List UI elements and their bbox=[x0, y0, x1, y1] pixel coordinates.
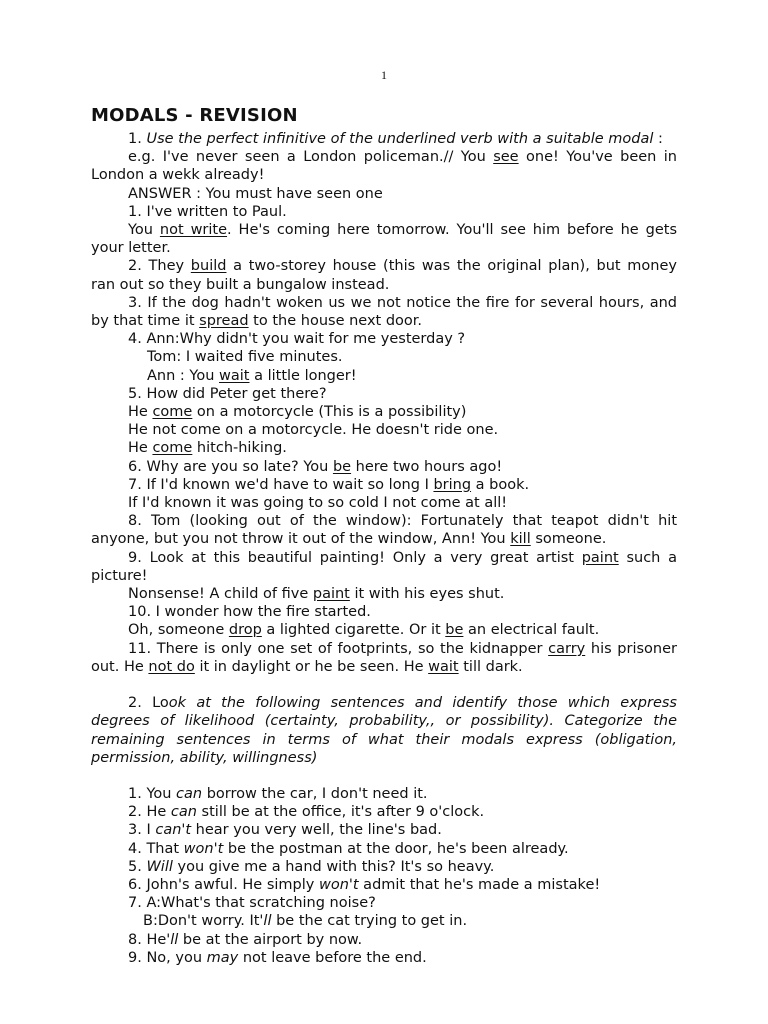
exercise-7-b: If I'd known it was going to so cold I not come at all! bbox=[128, 495, 508, 512]
section1-example: e.g. I've never seen a London policeman.// You see one! You've been in London a wekk already! bbox=[91, 149, 677, 184]
section2-instruction: 2. Look at the following sentences and identify those which express degrees of likelihood (certainty, probability,, or possibility). Categorize the remaining sentences in terms of what their modals express (obligation, permission, ability, willingness) bbox=[91, 695, 677, 766]
exercise-1-context: 1. I've written to Paul. bbox=[128, 203, 287, 220]
sentence-2: 2. He can still be at the office, it's after 9 o'clock. bbox=[128, 804, 485, 821]
sentence-9: 9. No, you may not leave before the end. bbox=[128, 949, 427, 966]
sentence-6: 6. John's awful. He simply won't admit that he's made a mistake! bbox=[128, 876, 601, 893]
section1-instruction: 1. Use the perfect infinitive of the underlined verb with a suitable modal : bbox=[128, 131, 663, 147]
sentence-1: 1. You can borrow the car, I don't need it. bbox=[128, 785, 428, 802]
exercise-10-b: Oh, someone drop a lighted cigarette. Or it be an electrical fault. bbox=[128, 622, 600, 639]
section1-answer: ANSWER : You must have seen one bbox=[128, 185, 383, 202]
exercise-4-question: 4. Ann:Why didn't you wait for me yesterday ? bbox=[128, 331, 466, 348]
exercise-10-a: 10. I wonder how the fire started. bbox=[128, 604, 371, 621]
exercise-1: You not write. He's coming here tomorrow. You'll see him before he gets your letter. bbox=[91, 222, 677, 257]
sentence-8: 8. He'll be at the airport by now. bbox=[128, 931, 363, 948]
page-number: 1 bbox=[381, 68, 387, 82]
exercise-5-question: 5. How did Peter get there? bbox=[128, 385, 327, 402]
exercise-4-ann: Ann : You wait a little longer! bbox=[147, 367, 357, 384]
exercise-11: 11. There is only one set of footprints, so the kidnapper carry his prisoner out. He not do it in daylight or he be seen. He wait till dark. bbox=[91, 640, 678, 675]
document-body bbox=[91, 104, 677, 967]
sentence-3: 3. I can't hear you very well, the line's bad. bbox=[128, 822, 442, 839]
exercise-4-tom: Tom: I waited five minutes. bbox=[147, 349, 343, 366]
sentence-4: 4. That won't be the postman at the door, he's been already. bbox=[128, 840, 569, 857]
exercise-2: 2. They build a two-storey house (this was the original plan), but money ran out so they built a bungalow instead. bbox=[91, 258, 677, 293]
exercise-3: 3. If the dog hadn't woken us we not notice the fire for several hours, and by that time it spread to the house next door. bbox=[91, 294, 677, 330]
exercise-9-b: Nonsense! A child of five paint it with his eyes shut. bbox=[128, 586, 505, 603]
exercise-5-b: He come on a motorcycle (This is a possibility) bbox=[128, 404, 467, 421]
exercise-5-c: He not come on a motorcycle. He doesn't ride one. bbox=[128, 422, 499, 439]
exercise-5-d: He come hitch-hiking. bbox=[128, 440, 287, 457]
exercise-7-a: 7. If I'd known we'd have to wait so long I bring a book. bbox=[128, 476, 530, 493]
exercise-9-a: 9. Look at this beautiful painting! Only a very great artist paint such a picture! bbox=[91, 549, 677, 584]
section-gap bbox=[91, 676, 677, 694]
sentence-5: 5. Will you give me a hand with this? It's so heavy. bbox=[128, 858, 495, 875]
sentence-7b: B:Don't worry. It'll be the cat trying to get in. bbox=[143, 913, 468, 930]
sentence-7a: 7. A:What's that scratching noise? bbox=[128, 895, 376, 912]
section-gap-2 bbox=[91, 767, 677, 785]
exercise-8: 8. Tom (looking out of the window): Fortunately that teapot didn't hit anyone, but you not throw it out of the window, Ann! You kill someone. bbox=[91, 513, 677, 548]
document-title: MODALS - REVISION bbox=[91, 105, 298, 126]
exercise-6: 6. Why are you so late? You be here two hours ago! bbox=[128, 458, 503, 475]
